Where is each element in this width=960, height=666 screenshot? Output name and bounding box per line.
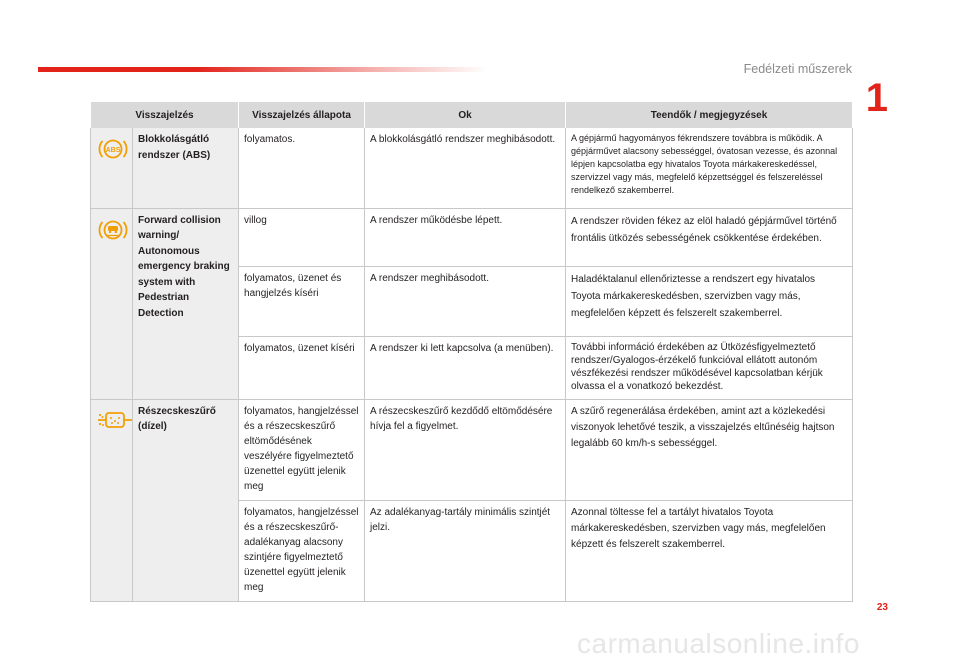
fcw-state-2: folyamatos, üzenet és hangjelzés kíséri xyxy=(239,266,365,336)
dpf-name: Részecskeszűrő (dízel) xyxy=(133,399,239,601)
fcw-cause-2: A rendszer meghibásodott. xyxy=(365,266,566,336)
abs-warning-icon xyxy=(96,147,130,165)
dpf-state-2: folyamatos, hangjelzéssel és a részecskeszűrő-adalékanyag alacsony szintjére figyelmeztető üzenettel együtt jelenik meg xyxy=(239,500,365,601)
fcw-state-1: villog xyxy=(239,208,365,266)
column-header-action: Teendők / megjegyzések xyxy=(566,102,853,128)
svg-text:ABS: ABS xyxy=(105,147,121,154)
fcw-cause-3: A rendszer ki lett kapcsolva (a menüben). xyxy=(365,336,566,399)
dpf-icon-cell xyxy=(91,399,133,601)
chapter-number: 1 xyxy=(865,76,888,120)
dpf-action-2: Azonnal töltesse fel a tartályt hivatalos Toyota márkakereskedésben, szervizben vagy más, megfelelően képzett és felszerelt szakemberrel. xyxy=(566,500,853,601)
dpf-cause-1: A részecskeszűrő kezdődő eltömődésére hívja fel a figyelmet. xyxy=(365,399,566,500)
fcw-action-2: Haladéktalanul ellenőriztesse a rendszert egy hivatalos Toyota márkakereskedésben, szervizben vagy más, megfelelően képzett és felszerelt szakemberrel. xyxy=(566,266,853,336)
column-header-state: Visszajelzés állapota xyxy=(239,102,365,128)
column-header-indicator: Visszajelzés xyxy=(91,102,239,128)
abs-cause: A blokkolásgátló rendszer meghibásodott. xyxy=(365,128,566,208)
particulate-filter-icon xyxy=(96,424,134,435)
section-title: Fedélzeti műszerek xyxy=(743,62,852,76)
fcw-name: Forward collision warning/ Autonomous emergency braking system with Pedestrian Detection xyxy=(133,208,239,399)
table-row xyxy=(91,399,853,500)
dpf-state-1: folyamatos, hangjelzéssel és a részecskeszűrő eltömődésének veszélyére figyelmeztető üzenettel együtt jelenik meg xyxy=(239,399,365,500)
fcw-action-1: A rendszer röviden fékez az elöl haladó gépjárművel történő frontális ütközés sebességének csökkentése érdekében. xyxy=(566,208,853,266)
abs-name: Blokkolásgátló rendszer (ABS) xyxy=(133,128,239,208)
table-row xyxy=(91,128,853,208)
dpf-action-1: A szűrő regenerálása érdekében, amint azt a közlekedési viszonyok lehetővé teszik, a visszajelzés eltűnéséig hajtson legalább 60 km/h-s sebességgel. xyxy=(566,399,853,500)
dpf-cause-2: Az adalékanyag-tartály minimális szintjét jelzi. xyxy=(365,500,566,601)
warning-lights-table xyxy=(90,102,853,602)
page-number: 23 xyxy=(876,602,888,613)
fcw-action-3: További információ érdekében az Ütközésfigyelmeztető rendszer/Gyalogos-érzékelő funkcióval ellátott autonóm vészfékezési rendszer működésével kapcsolatban kérjük olvassa el a vonatkozó bekezdést. xyxy=(566,336,853,399)
fcw-state-3: folyamatos, üzenet kíséri xyxy=(239,336,365,399)
forward-collision-warning-icon xyxy=(96,235,130,246)
fcw-cause-1: A rendszer működésbe lépett. xyxy=(365,208,566,266)
table-header-row xyxy=(91,102,853,128)
fcw-icon-cell xyxy=(91,208,133,399)
abs-state: folyamatos. xyxy=(239,128,365,208)
abs-icon-cell xyxy=(91,128,133,208)
abs-action: A gépjármű hagyományos fékrendszere továbbra is működik. A gépjárművet alacsony sebességgel, óvatosan vezesse, és azonnal lépjen kapcsolatba egy hivatalos Toyota márkakereskedéssel, szervizzel vagy más, megfelelő képzettséggel és felszereléssel rendelkező szakemberrel. xyxy=(566,128,853,208)
column-header-cause: Ok xyxy=(365,102,566,128)
header-accent-bar xyxy=(38,67,488,72)
table-row xyxy=(91,208,853,266)
watermark-text: carmanualsonline.info xyxy=(577,628,860,659)
